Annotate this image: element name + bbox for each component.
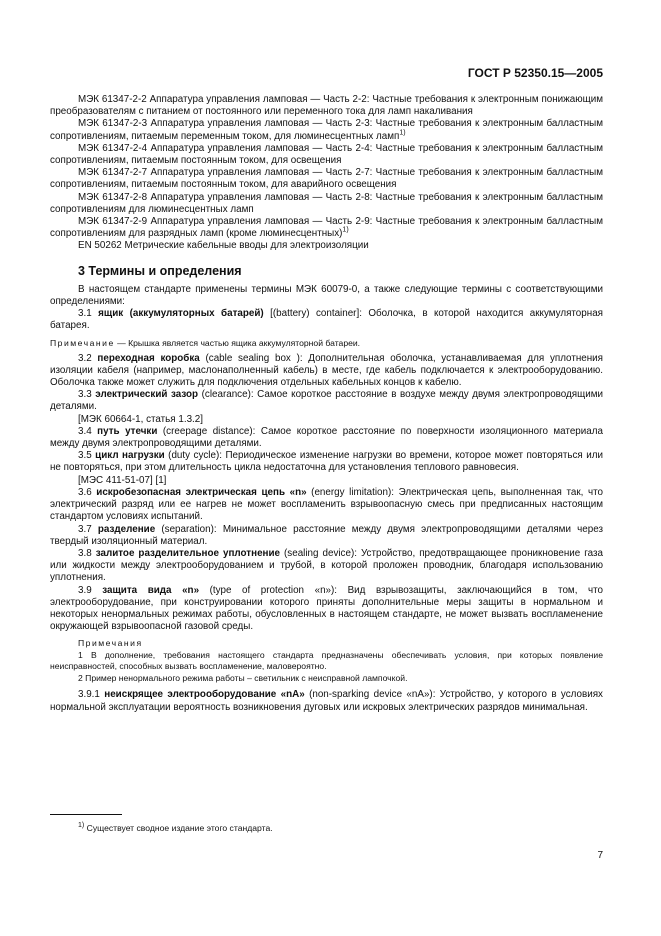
definition-3-1: 3.1 ящик (аккумуляторных батарей) [(battery) container]: Оболочка, в которой находится аккумуляторная батарея. bbox=[50, 308, 603, 332]
section-intro: В настоящем стандарте применены термины МЭК 60079-0, а также следующие термины с соответствующими определениями: bbox=[50, 283, 603, 308]
definition-3-9: 3.9 защита вида «n» (type of protection «n»): Вид взрывозащиты, заключающийся в том, что электрооборудование, при конструировании которого приняты дополнительные меры защиты в нормальном и некоторых ненормальных режимах работы, обусловленных в настоящем стандарте, не может вызвать воспламенение окружающей взрывоопасной газовой среды. bbox=[50, 584, 603, 633]
definition-3-4: 3.4 путь утечки (creepage distance): Самое короткое расстояние по поверхности изоляционного материала между двумя электропроводящими деталями. bbox=[50, 425, 603, 450]
term: путь утечки bbox=[97, 425, 158, 437]
notes-block bbox=[50, 638, 603, 684]
definition-3-3: 3.3 электрический зазор (clearance): Самое короткое расстояние в воздухе между двумя электропроводящими деталями. bbox=[50, 389, 603, 413]
source-reference: [МЭК 60664-1, статья 1.3.2] bbox=[78, 413, 203, 425]
footnote-divider bbox=[50, 814, 122, 815]
note-label: Примечание bbox=[50, 337, 115, 348]
term: электрический зазор bbox=[95, 389, 199, 401]
term: ящик (аккумуляторных батарей) bbox=[98, 308, 264, 320]
ref-item: МЭК 61347-2-8 Аппаратура управления ламповая — Часть 2-8: Частные требования к электронным балластным сопротивлениям для люминесцентных ламп bbox=[50, 191, 604, 215]
term: неискрящее электрооборудование «nA» bbox=[104, 689, 305, 701]
source-reference: [МЭС 411-51-07] [1] bbox=[78, 474, 167, 486]
term: залитое разделительное уплотнение bbox=[95, 547, 281, 559]
notes-label: Примечания bbox=[78, 638, 143, 649]
term: разделение bbox=[97, 523, 156, 535]
term: переходная коробка bbox=[97, 352, 200, 364]
ref-item: МЭК 61347-2-7 Аппаратура управления ламповая — Часть 2-7: Частные требования к электронным балластным сопротивлениям, питаемым постоянным током, для аварийного освещения bbox=[50, 167, 604, 191]
ref-item: МЭК 61347-2-3 Аппаратура управления ламповая — Часть 2-3: Частные требования к электронным балластным сопротивлениям, питаемым переменным током, для люминесцентных ламп$^{1)}$ bbox=[50, 118, 604, 142]
standard-header: ГОСТ Р 52350.15—2005 bbox=[467, 66, 603, 80]
term: защита вида «n» bbox=[102, 584, 200, 596]
section-title: 3 Термины и определения bbox=[78, 263, 242, 278]
footnote-ref: 1) bbox=[399, 129, 406, 137]
note-item: 2 Пример ненормального режима работы – светильник с неисправной лампочкой. bbox=[78, 673, 408, 684]
page-number: 7 bbox=[597, 850, 603, 861]
definition-3-2: 3.2 переходная коробка (cable sealing box ): Дополнительная оболочка, устанавливаемая для уплотнения изоляции кабеля (например, маслонаполненный кабель) в месте, где кабель подключается к электрооборудованию. Оболочка также может служить для подключения отдельных кабельных концов к кабелю. bbox=[50, 352, 604, 389]
note-item: 1 В дополнение, требования настоящего стандарта предназначены обеспечивать условия, при которых появление неисправностей, способных вызвать воспламенение, маловероятно. bbox=[50, 650, 603, 672]
normative-references bbox=[50, 94, 603, 253]
term: цикл нагрузки bbox=[95, 450, 165, 462]
footnote-mark: 1) bbox=[78, 822, 85, 830]
definition-3-9-1: 3.9.1 неискрящее электрооборудование «nA» (non-sparking device «nA»): Устройство, у которого в условиях нормальной эксплуатации вероятность возникновения дуговых или искровых электрических разрядов минимальная. bbox=[50, 689, 603, 713]
definition-3-8: 3.8 залитое разделительное уплотнение (sealing device): Устройство, предотвращающее проникновение газа или жидкости между электрооборудованием и трубой, в которой проложен проводник, благодаря использованию уплотнения. bbox=[50, 547, 603, 584]
definition-3-5: 3.5 цикл нагрузки (duty cycle): Периодическое изменение нагрузки во времени, которое может повторяться или не повторяться, при этом длительность цикла недостаточна для установления теплового равновесия. bbox=[50, 450, 603, 474]
ref-item: МЭК 61347-2-4 Аппаратура управления ламповая — Часть 2-4: Частные требования к электронным балластным сопротивлениям, питаемым постоянным током, для освещения bbox=[50, 142, 604, 167]
term: искробезопасная электрическая цепь «n» bbox=[96, 486, 307, 498]
footnote-ref: 1) bbox=[342, 226, 349, 234]
definition-3-7: 3.7 разделение (separation): Минимальное расстояние между двумя электропроводящими деталями через твердый изоляционный материал. bbox=[50, 523, 603, 547]
definition-3-6: 3.6 искробезопасная электрическая цепь «n» (energy limitation): Электрическая цепь, выполненная так, что электрический разряд или ее нагрев не может воспламенить взрывоопасную смесь при предписанных настоящим стандартом условиях испытаний. bbox=[50, 486, 603, 523]
page-body bbox=[50, 94, 603, 714]
ref-item: EN 50262 Метрические кабельные вводы для электроизоляции bbox=[78, 240, 369, 252]
ref-item: МЭК 61347-2-9 Аппаратура управления ламповая — Часть 2-9: Частные требования к электронным балластным сопротивлениям для разрядных ламп (кроме люминесцентных)$^{1)}$ bbox=[50, 216, 604, 240]
note: Примечание — Крышка является частью ящика аккумуляторной батареи. bbox=[50, 337, 361, 348]
footnote: $^{1)}$ Существует сводное издание этого стандарта. bbox=[78, 822, 273, 833]
ref-item: МЭК 61347-2-2 Аппаратура управления ламповая — Часть 2-2: Частные требования к электронным понижающим преобразователям с питанием от постоянного или переменного тока для ламп накаливания bbox=[50, 94, 603, 118]
